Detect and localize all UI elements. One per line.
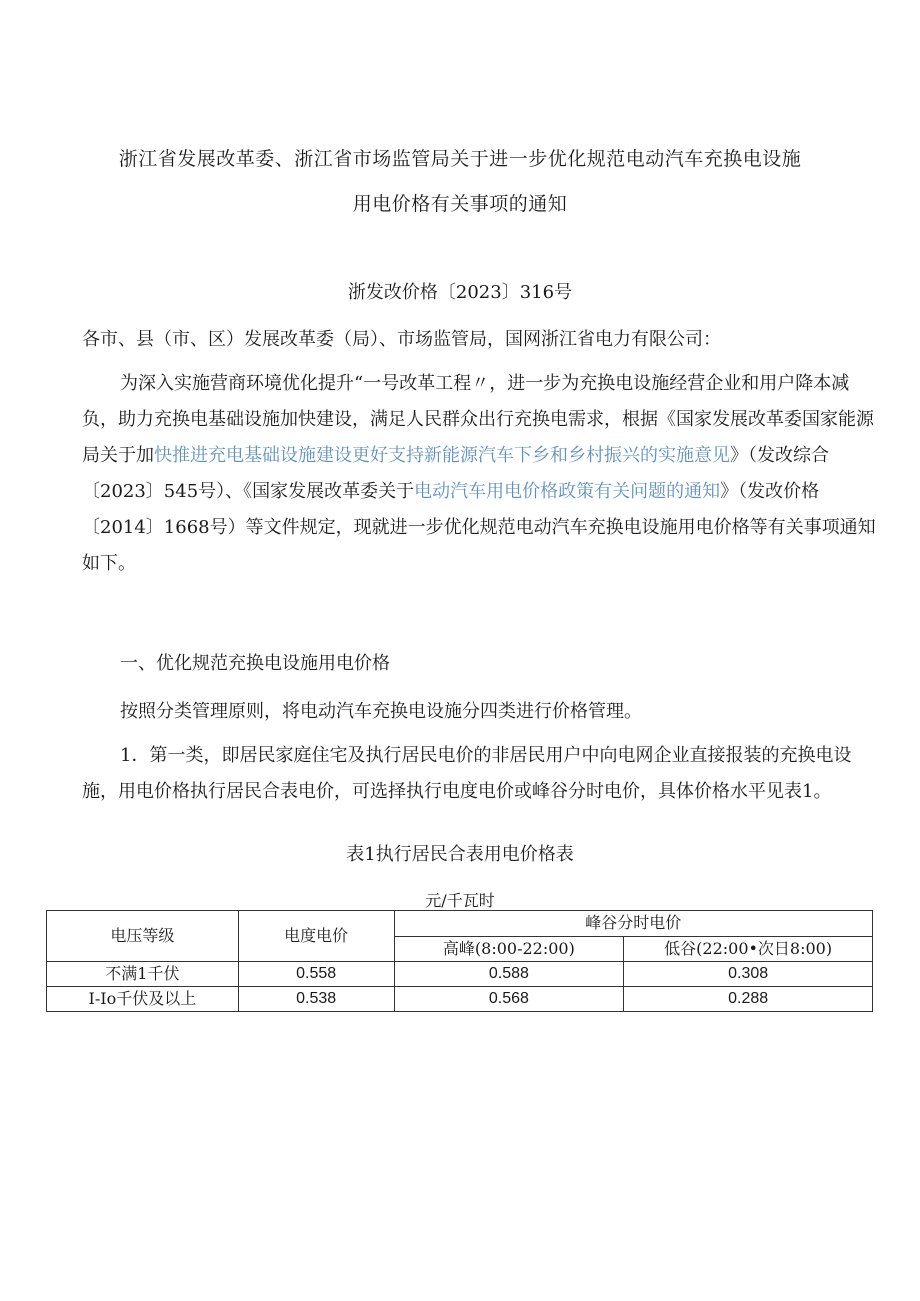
cell-valley-price: 0.308: [624, 962, 873, 987]
cell-valley-price: 0.288: [624, 987, 873, 1012]
intro-text-1: 为深入实施营商环境优化提升“一号改革工程〃，进一步为充换电设施经营企业和用户降本减负，助力充换电基础设施加快建设，满足人民群众出行充换电需求，根据《国家发展改革委国家能源局关于加: [82, 373, 874, 466]
referenced-document-link-2[interactable]: 电动汽车用电价格政策有关问题的通知: [414, 481, 721, 502]
cell-voltage: I-Io千伏及以上: [47, 987, 239, 1012]
cell-energy-price: 0.538: [238, 987, 394, 1012]
intro-paragraph: [82, 366, 876, 582]
document-title-line-1: 浙江省发展改革委、浙江省市场监管局关于进一步优化规范电动汽车充换电设施: [118, 148, 802, 170]
item-1-paragraph: 1．第一类，即居民家庭住宅及执行居民电价的非居民用户中向电网企业直接报装的充换电设施，用电价格执行居民合表电价，可选择执行电度电价或峰谷分时电价，具体价格水平见表1。: [82, 745, 852, 802]
referenced-document-link-1[interactable]: 快推进充电基础设施建设更好支持新能源汽车下乡和乡村振兴的实施意见: [154, 445, 730, 466]
document-number: 浙发改价格〔2023〕316号: [347, 282, 573, 303]
addressee: 各市、县（市、区）发展改革委（局）、市场监管局，国网浙江省电力有限公司：: [82, 329, 721, 350]
table-row: [47, 962, 873, 987]
header-valley: 低谷(22:00•次日8:00): [624, 936, 873, 962]
intro-text-3: 》（发改价格〔2014〕1668号）等文件规定，现就进一步优化规范电动汽车充换电设施用电价格等有关事项通知如下。: [82, 481, 876, 574]
table-header-row: [47, 911, 873, 937]
header-energy-price: 电度电价: [238, 911, 394, 962]
cell-peak-price: 0.588: [394, 962, 624, 987]
header-voltage: 电压等级: [47, 911, 239, 962]
document-title-line-2: 用电价格有关事项的通知: [352, 193, 568, 215]
section-1-heading: 一、优化规范充换电设施用电价格: [120, 653, 390, 674]
header-peak: 高峰(8:00-22:00): [394, 936, 624, 962]
intro-text-2: 》（发改综合〔2023〕545号）、《国家发展改革委关于: [82, 445, 829, 502]
table-unit: 元/千瓦时: [425, 891, 495, 910]
table-row: [47, 987, 873, 1012]
price-table: [46, 910, 873, 1012]
header-tou-price: 峰谷分时电价: [394, 911, 872, 937]
cell-energy-price: 0.558: [238, 962, 394, 987]
table-title: 表1执行居民合表用电价格表: [346, 844, 574, 865]
cell-voltage: 不满1千伏: [47, 962, 239, 987]
cell-peak-price: 0.568: [394, 987, 624, 1012]
section-1-paragraph: 按照分类管理原则，将电动汽车充换电设施分四类进行价格管理。: [120, 701, 642, 722]
